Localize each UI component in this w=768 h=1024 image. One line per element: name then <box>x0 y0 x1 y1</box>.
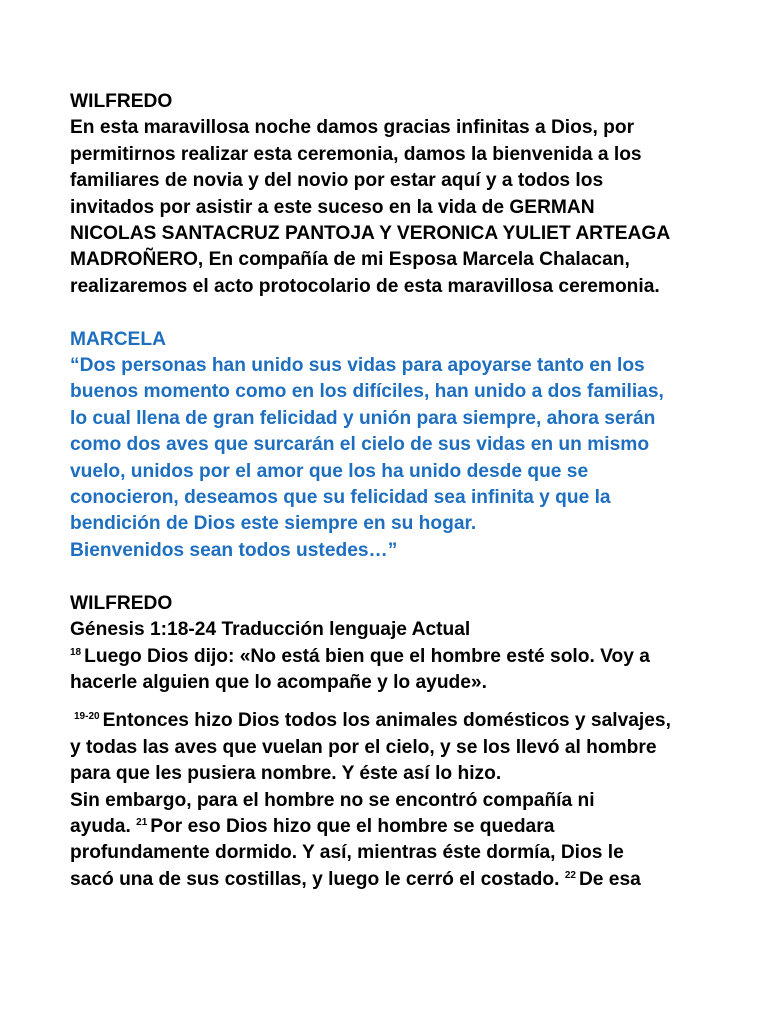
verse-text: Luego Dios dijo: «No está bien que el hombre esté solo. Voy a <box>84 645 650 667</box>
verse-text: Por eso Dios hizo que el hombre se quedara <box>150 815 555 837</box>
verse-line: profundamente dormido. Y así, mientras éste dormía, Dios le <box>70 842 624 864</box>
verse-line <box>70 644 710 670</box>
speaker-name: WILFREDO <box>70 592 173 614</box>
document-page <box>70 89 710 893</box>
verse-line <box>70 867 710 893</box>
quote-line: vuelo, unidos por el amor que los ha unido desde que se <box>70 460 589 482</box>
verse-text: Entonces hizo Dios todos los animales domésticos y salvajes, <box>102 710 671 732</box>
verse-line <box>70 708 710 734</box>
spacer <box>70 564 710 590</box>
quote-line: bendición de Dios este siempre en su hogar. <box>70 513 477 535</box>
verse-number: 21 <box>136 816 148 828</box>
spacer <box>70 300 710 326</box>
quote-line: “Dos personas han unido sus vidas para apoyarse tanto en los <box>70 355 645 377</box>
quote-line: conocieron, deseamos que su felicidad sea infinita y que la <box>70 487 611 509</box>
verse-line: hacerle alguien que lo acompañe y lo ayude». <box>70 671 487 693</box>
quote-line: Bienvenidos sean todos ustedes…” <box>70 539 398 561</box>
spacer <box>70 696 710 708</box>
paragraph-line: En esta maravillosa noche damos gracias infinitas a Dios, por <box>70 117 635 139</box>
speaker-name: WILFREDO <box>70 91 173 112</box>
verse-number: 22 <box>564 869 576 881</box>
verse-number: 18 <box>70 646 82 658</box>
quote-line: lo cual llena de gran felicidad y unión para siempre, ahora serán <box>70 407 656 429</box>
verse-line <box>70 814 710 840</box>
paragraph-line: NICOLAS SANTACRUZ PANTOJA Y VERONICA YULIET ARTEAGA <box>70 223 671 245</box>
paragraph-line: realizaremos el acto protocolario de esta maravillosa ceremonia. <box>70 275 660 297</box>
quote-line: como dos aves que surcarán el cielo de sus vidas en un mismo <box>70 434 650 456</box>
verse-text: De esa <box>578 868 641 890</box>
verse-line: y todas las aves que vuelan por el cielo, y se los llevó al hombre <box>70 736 657 758</box>
verse-line: Sin embargo, para el hombre no se encontró compañía ni <box>70 789 595 811</box>
verse-number: 19-20 <box>74 711 100 723</box>
verse-text: ayuda. <box>70 815 131 837</box>
paragraph-line: invitados por asistir a este suceso en la vida de GERMAN <box>70 196 595 218</box>
paragraph-line: permitirnos realizar esta ceremonia, damos la bienvenida a los <box>70 143 642 165</box>
scripture-reference: Génesis 1:18-24 Traducción lenguaje Actual <box>70 619 471 641</box>
speaker-name: MARCELA <box>70 328 166 350</box>
paragraph-line: familiares de novia y del novio por estar aquí y a todos los <box>70 170 604 192</box>
paragraph-line: MADROÑERO, En compañía de mi Esposa Marcela Chalacan, <box>70 249 630 271</box>
verse-text: sacó una de sus costillas, y luego le cerró el costado. <box>70 868 560 890</box>
quote-line: buenos momento como en los difíciles, han unido a dos familias, <box>70 381 664 403</box>
verse-line: para que les pusiera nombre. Y éste así lo hizo. <box>70 763 502 785</box>
